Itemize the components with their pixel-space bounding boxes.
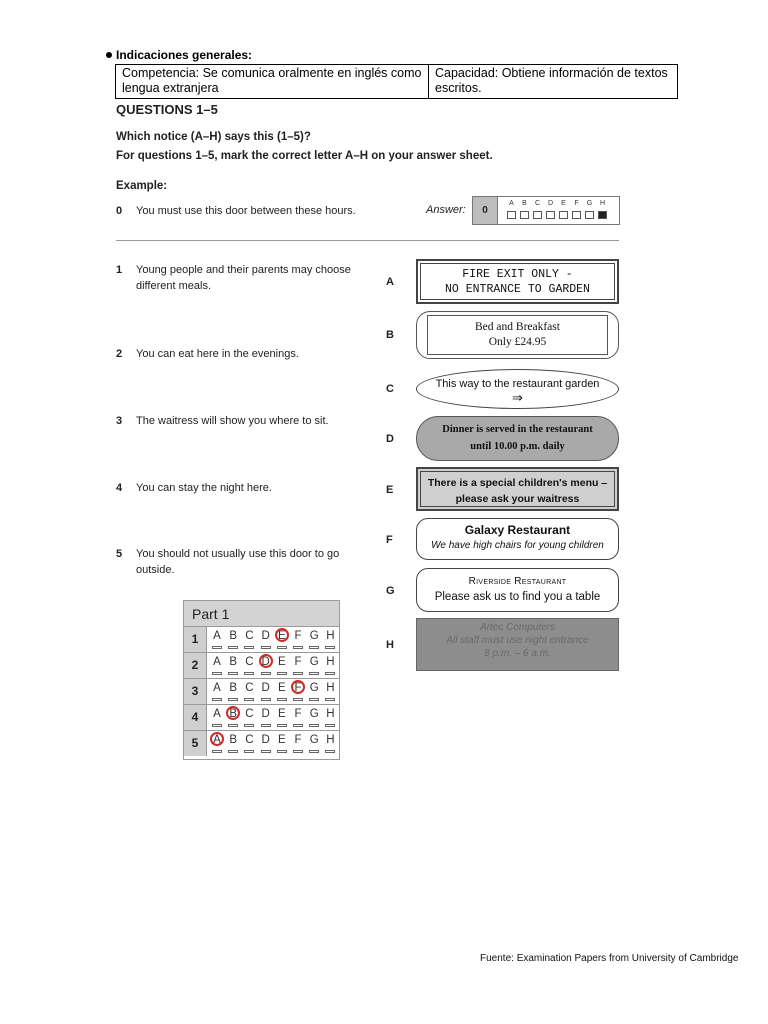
part1-letter: D [261,656,270,668]
part1-letter: C [245,630,254,642]
answer-letter: C [534,200,541,207]
part1-letter: G [309,656,319,668]
part1-mark-box [228,672,238,675]
answer-letter: G [586,200,593,207]
part1-mark-box [277,724,287,727]
part1-mark-box [309,672,319,675]
questions-title: QUESTIONS 1–5 [116,102,218,117]
part1-letter: F [294,630,302,642]
notice-d-line1: Dinner is served in the restaurant [442,424,593,435]
notice-b-line2: Only £24.95 [488,336,547,348]
answer-letter: A [509,200,514,207]
notice-b-line1: Bed and Breakfast [475,321,560,333]
part1-letter: C [245,682,254,694]
part1-mark-box [212,698,222,701]
notice-h-line2: All staff must use night entrance [446,635,589,646]
part1-letter: E [277,682,286,694]
part1-mark-box [325,724,335,727]
instructions-heading [106,48,252,62]
notice-f-line1: Galaxy Restaurant [464,523,571,537]
answer-zero: 0 [473,197,498,224]
part1-mark-box [277,750,287,753]
part1-row [184,626,339,652]
answer-cell [585,211,594,219]
part1-letter: B [229,708,238,720]
part1-mark-box [212,750,222,753]
part1-mark-box [212,724,222,727]
part1-mark-box [325,672,335,675]
notice-f-line2: We have high chairs for young children [431,540,604,551]
answer-letter: F [574,200,579,207]
capacidad-cell: Capacidad: Obtiene información de textos escritos. [435,66,668,95]
part1-mark-box [293,698,303,701]
part1-mark-box [325,698,335,701]
part1-mark-box [261,750,271,753]
part1-letter: B [229,734,238,746]
part1-letter: D [261,630,270,642]
notice-h-line3: 8 p.m. – 6 a.m. [484,648,551,659]
part1-row-number: 4 [184,705,207,730]
question-number: 3 [116,415,123,427]
notice-e-line1: There is a special children's menu – [427,477,608,489]
notice-b [416,311,619,359]
part1-title: Part 1 [184,601,339,627]
answer-circle-icon [259,654,273,668]
part1-mark-box [309,646,319,649]
part1-row-number: 2 [184,653,207,678]
part1-mark-box [244,750,254,753]
notice-letter-b: B [386,329,394,341]
question-text: You can eat here in the evenings. [136,348,299,360]
notice-letter-f: F [386,534,393,546]
part1-letter: H [326,734,335,746]
part1-letter: G [309,682,319,694]
part1-mark-box [212,646,222,649]
notice-letter-h: H [386,639,394,651]
part1-letter: F [294,656,302,668]
part1-mark-box [261,646,271,649]
notice-g-line1: Riverside Restaurant [468,576,567,587]
part1-letter: F [294,734,302,746]
part1-letter: C [245,734,254,746]
part1-letter: E [277,708,286,720]
competency-table [115,64,678,99]
part1-mark-box [293,672,303,675]
part1-letter: B [229,630,238,642]
part1-mark-box [261,698,271,701]
answer-cell [507,211,516,219]
part1-row [184,730,339,756]
notice-c-line1: This way to the restaurant garden [435,378,600,390]
instructions-heading-text: Indicaciones generales: [116,48,253,62]
example-label: Example: [116,180,168,192]
part1-row-number: 5 [184,731,207,756]
question-number: 2 [116,348,123,360]
part1-mark-box [244,724,254,727]
notice-h [416,618,619,671]
source-footer: Fuente: Examination Papers from University of Cambridge [480,953,739,964]
part1-mark-box [261,672,271,675]
part1-letter: C [245,708,254,720]
part1-mark-box [244,698,254,701]
part1-mark-box [261,724,271,727]
question-text: The waitress will show you where to sit. [136,415,329,427]
bullet-icon [106,52,112,58]
notice-letter-e: E [386,484,394,496]
answer-cell [533,211,542,219]
notice-e-line2: please ask your waitress [455,493,580,505]
notice-h-line1: Artec Computers [479,622,556,633]
part1-letter: F [294,708,302,720]
question-number: 5 [116,548,123,560]
notice-f [416,518,619,560]
part1-mark-box [293,724,303,727]
part1-mark-box [325,646,335,649]
question-text: You should not usually use this door to go outside. [136,548,340,576]
notice-a-line1: FIRE EXIT ONLY - [462,268,573,281]
competencia-cell: Competencia: Se comunica oralmente en inglés como lengua extranjera [116,65,429,98]
answer-letter: E [561,200,566,207]
part1-mark-box [228,750,238,753]
part1-mark-box [277,698,287,701]
part1-letter: A [213,682,221,694]
part1-mark-box [309,750,319,753]
part1-mark-box [228,698,238,701]
part1-letter: B [229,656,238,668]
part1-mark-box [244,672,254,675]
answer-label: Answer: [426,204,466,216]
part1-row-number: 3 [184,679,207,704]
part1-mark-box [228,646,238,649]
part1-letter: D [261,682,270,694]
answer-cell [598,211,607,219]
notice-letter-a: A [386,276,394,288]
part1-mark-box [277,646,287,649]
part1-letter: G [309,630,319,642]
part1-mark-box [325,750,335,753]
example-number: 0 [116,205,123,217]
example-text: You must use this door between these hours. [136,205,356,217]
notice-d-line2: until 10.00 p.m. daily [470,441,565,452]
question-number: 4 [116,482,123,494]
part1-letter: A [213,708,221,720]
notice-d [416,416,619,461]
part1-letter: E [277,630,286,642]
notice-letter-d: D [386,433,394,445]
part1-mark-box [228,724,238,727]
part1-letter: E [277,656,286,668]
notice-a-line2: NO ENTRANCE TO GARDEN [445,283,590,296]
answer-cell [546,211,555,219]
part1-letter: A [213,630,221,642]
part1-letter: H [326,656,335,668]
answer-grid [498,197,619,224]
part1-letter: G [309,708,319,720]
answer-circle-icon [210,732,224,746]
part1-letter: A [213,734,221,746]
part1-row [184,652,339,678]
instruction-line-2: For questions 1–5, mark the correct letter A–H on your answer sheet. [116,150,493,162]
example-answer-box [472,196,620,225]
question-number: 1 [116,264,123,276]
part1-answer-sheet [183,600,340,760]
question-text: You can stay the night here. [136,482,272,494]
answer-circle-icon [275,628,289,642]
answer-cell [520,211,529,219]
part1-mark-box [244,646,254,649]
part1-letter: G [309,734,319,746]
question-text: Young people and their parents may choose different meals. [136,264,351,292]
part1-mark-box [277,672,287,675]
part1-letter: E [277,734,286,746]
part1-letter: B [229,682,238,694]
notice-g-line2: Please ask us to find you a table [434,591,601,603]
part1-mark-box [293,750,303,753]
notice-c [416,369,619,409]
instruction-line-1: Which notice (A–H) says this (1–5)? [116,131,311,143]
notice-g [416,568,619,612]
notice-letter-g: G [386,585,395,597]
part1-letter: H [326,708,335,720]
arrow-right-icon: ⇒ [512,390,523,405]
part1-letter: H [326,682,335,694]
part1-letter: C [245,656,254,668]
part1-mark-box [309,724,319,727]
answer-letter: D [547,200,554,207]
part1-letter: A [213,656,221,668]
answer-cell [559,211,568,219]
answer-circle-icon [291,680,305,694]
part1-letter: D [261,734,270,746]
part1-letter: D [261,708,270,720]
part1-mark-box [309,698,319,701]
part1-row [184,678,339,704]
answer-letter: H [599,200,606,207]
part1-mark-box [212,672,222,675]
part1-letter: F [294,682,302,694]
part1-row [184,704,339,730]
notice-e [416,467,619,511]
divider [116,240,619,241]
part1-row-number: 1 [184,627,207,652]
part1-mark-box [293,646,303,649]
answer-letter: B [522,200,527,207]
notice-letter-c: C [386,383,394,395]
notice-a [416,259,619,304]
part1-letter: H [326,630,335,642]
answer-cell [572,211,581,219]
